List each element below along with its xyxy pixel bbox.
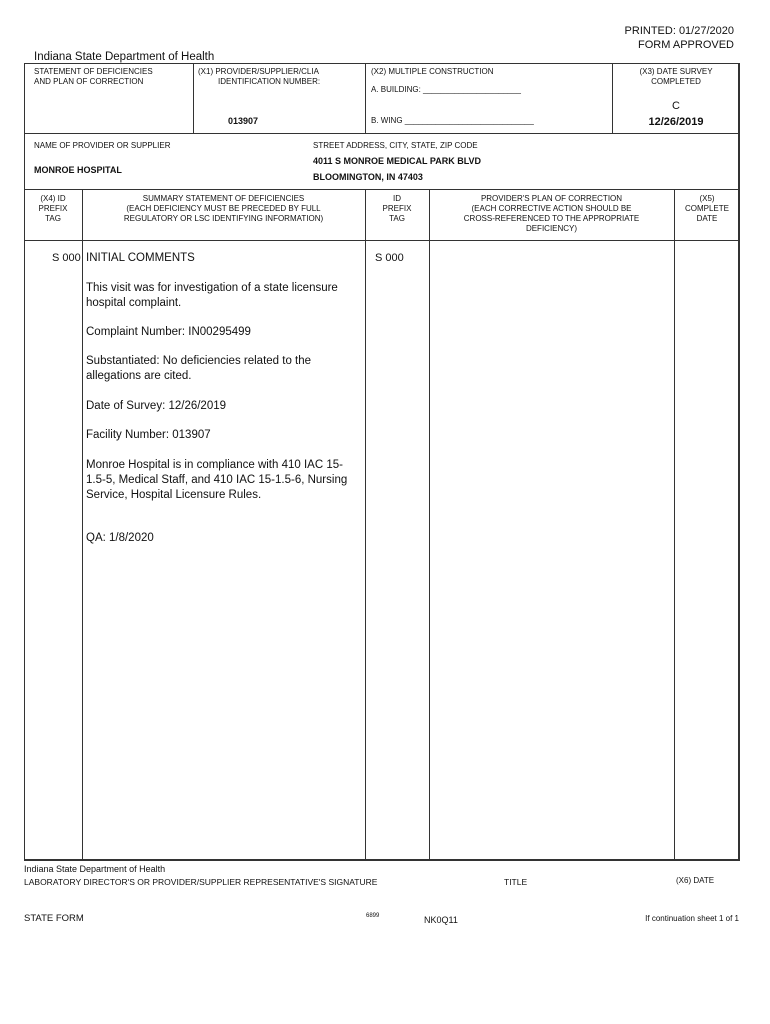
x4-header: (X4) ID PREFIX TAG [38, 194, 68, 223]
agency-title: Indiana State Department of Health [34, 51, 215, 63]
x1-label: (X1) PROVIDER/SUPPLIER/CLIA IDENTIFICATION NUMBER: [198, 67, 321, 86]
building-label: A. BUILDING: ______________________ [371, 85, 521, 94]
address-line-2: BLOOMINGTON, IN 47403 [313, 172, 423, 182]
comment-paragraph: Date of Survey: 12/26/2019 [86, 400, 227, 412]
comment-paragraph: Complaint Number: IN00295499 [86, 326, 251, 338]
address-label: STREET ADDRESS, CITY, STATE, ZIP CODE [313, 141, 478, 150]
signature-label: LABORATORY DIRECTOR'S OR PROVIDER/SUPPLIER REPRESENTATIVE'S SIGNATURE [24, 877, 378, 887]
divider [429, 189, 430, 861]
footer-agency: Indiana State Department of Health [24, 864, 166, 874]
x3-label: (X3) DATE SURVEY COMPLETED [639, 67, 713, 86]
survey-code: C [672, 100, 680, 112]
provider-name: MONROE HOSPITAL [34, 165, 122, 175]
state-form-label: STATE FORM [24, 913, 84, 924]
summary-header: SUMMARY STATEMENT OF DEFICIENCIES (EACH DEFICIENCY MUST BE PRECEDED BY FULL REGULATORY OR LSC IDENTIFYING INFORMATION) [123, 194, 324, 223]
printed-date: PRINTED: 01/27/2020 [624, 25, 734, 37]
statement-label: STATEMENT OF DEFICIENCIES AND PLAN OF CORRECTION [34, 67, 153, 86]
wing-label: B. WING _____________________________ [371, 116, 534, 125]
survey-date: 12/26/2019 [648, 116, 704, 128]
x5-header: (X5) COMPLETE DATE [684, 194, 729, 223]
x6-date-label: (X6) DATE [676, 876, 715, 885]
comment-paragraph: Facility Number: 013907 [86, 429, 211, 441]
divider [365, 63, 366, 133]
divider [24, 189, 740, 190]
divider [82, 189, 83, 861]
form-code: NK0Q11 [424, 915, 458, 925]
form-number: 6899 [366, 913, 380, 919]
divider [24, 240, 740, 241]
id-prefix-header: ID PREFIX TAG [382, 194, 412, 223]
provider-name-label: NAME OF PROVIDER OR SUPPLIER [34, 141, 171, 150]
continuation-sheet: If continuation sheet 1 of 1 [645, 914, 739, 923]
divider [24, 133, 740, 134]
title-label: TITLE [504, 877, 528, 887]
comment-paragraph: QA: 1/8/2020 [86, 532, 154, 544]
entry-right-tag: S 000 [375, 252, 404, 264]
address-line-1: 4011 S MONROE MEDICAL PARK BLVD [313, 156, 482, 166]
comment-paragraph: Substantiated: No deficiencies related to the allegations are cited. [86, 355, 312, 382]
entry-tag: S 000 [52, 252, 81, 264]
plan-header: PROVIDER'S PLAN OF CORRECTION (EACH CORRECTIVE ACTION SHOULD BE CROSS-REFERENCED TO THE APPROPRIATE DEFICIENCY) [463, 194, 640, 233]
divider [674, 189, 675, 861]
x2-label: (X2) MULTIPLE CONSTRUCTION [371, 67, 494, 76]
provider-id-number: 013907 [227, 116, 259, 126]
comment-paragraph: Monroe Hospital is in compliance with 410 IAC 15-1.5-5, Medical Staff, and 410 IAC 15-1.5-6, Nursing Service, Hospital Licensure Rules. [86, 459, 348, 501]
comment-paragraph: This visit was for investigation of a state licensure hospital complaint. [86, 282, 338, 309]
form-status: FORM APPROVED [638, 39, 734, 51]
divider [365, 189, 366, 861]
entry-heading: INITIAL COMMENTS [86, 252, 195, 264]
